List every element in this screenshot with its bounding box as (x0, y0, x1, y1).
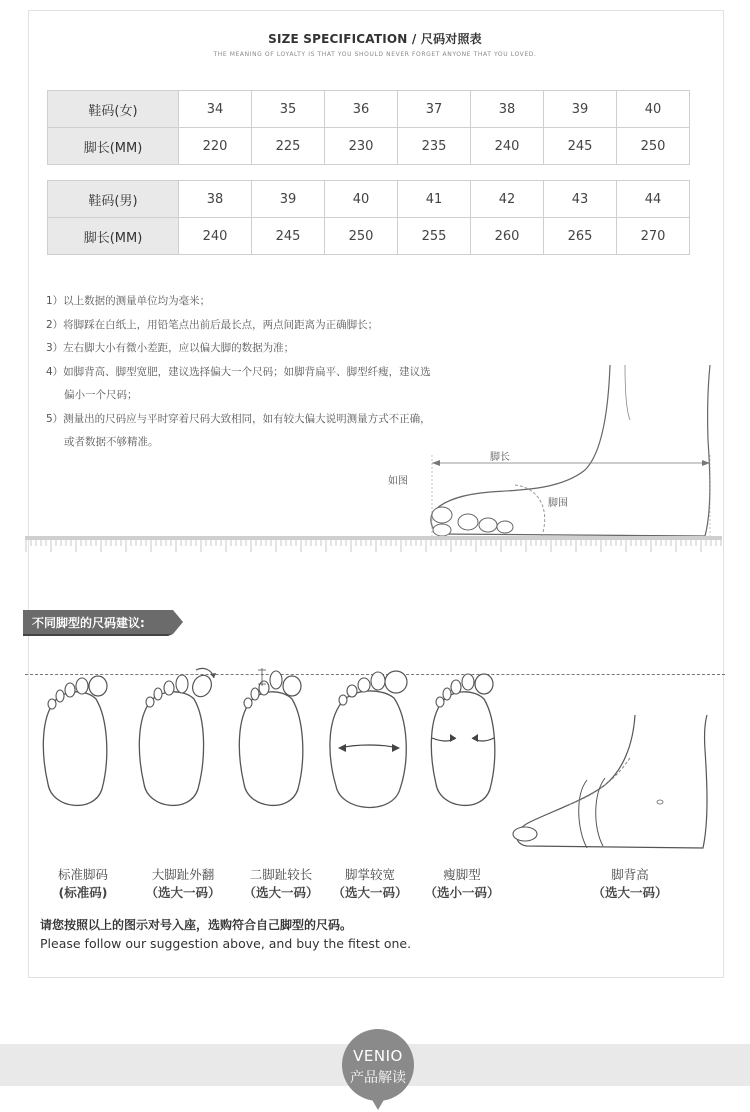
table-cell: 40 (617, 91, 690, 128)
foot-type-name: 二脚趾较长 (249, 867, 313, 882)
foot-type-advice: (标准码) (58, 885, 108, 900)
table-cell: 265 (544, 218, 617, 255)
foot-type-caption (407, 866, 517, 902)
bunion-foot-icon (132, 664, 222, 824)
foot-type-advice: （选大一码） (332, 885, 408, 900)
row-header: 鞋码(女) (48, 91, 179, 128)
high-instep-foot-icon (505, 710, 715, 850)
note-item: 1）以上数据的测量单位均为毫米； (46, 295, 211, 307)
table-row (48, 181, 690, 218)
foot-type-name: 脚背高 (611, 867, 649, 882)
table-cell: 235 (398, 128, 471, 165)
table-cell: 260 (471, 218, 544, 255)
foot-length-diagram (420, 360, 720, 545)
table-row (48, 218, 690, 255)
foot-type-caption (128, 866, 238, 902)
foot-type-name: 脚掌较宽 (344, 867, 395, 882)
page-subtitle: THE MEANING OF LOYALTY IS THAT YOU SHOULD NEVER FORGET ANYONE THAT YOU LOVED. (213, 51, 537, 58)
note-item: 2）将脚踩在白纸上，用铅笔点出前后最长点，两点间距离为正确脚长； (46, 318, 379, 331)
table-cell: 42 (471, 181, 544, 218)
table-cell: 245 (252, 218, 325, 255)
table-cell: 40 (325, 181, 398, 218)
table-cell: 250 (617, 128, 690, 165)
row-header: 脚长(MM) (48, 218, 179, 255)
slim-foot-icon (424, 666, 504, 826)
table-row (48, 128, 690, 165)
note-item: 5）测量出的尺码应与平时穿着尺码大致相同，如有较大偏大说明测量方式不正确， (46, 412, 431, 425)
brand-caption: 产品解读 (350, 1070, 406, 1086)
row-header: 脚长(MM) (48, 128, 179, 165)
measuring-ruler (25, 536, 722, 554)
wide-foot-icon (326, 664, 416, 824)
note-item: 偏小一个尺码； (64, 389, 138, 401)
table-cell: 38 (471, 91, 544, 128)
table-cell: 41 (398, 181, 471, 218)
table-cell: 39 (544, 91, 617, 128)
brand-name: VENIO (353, 1047, 403, 1065)
table-cell: 240 (179, 218, 252, 255)
table-cell: 220 (179, 128, 252, 165)
table-cell: 44 (617, 181, 690, 218)
standard-foot-icon (36, 674, 116, 824)
instruction-cn: 请您按照以上的图示对号入座，选购符合自己脚型的尺码。 (40, 918, 353, 932)
men-size-table (47, 180, 690, 255)
table-cell: 39 (252, 181, 325, 218)
section-banner-text: 不同脚型的尺码建议: (32, 616, 145, 630)
table-cell: 35 (252, 91, 325, 128)
table-cell: 250 (325, 218, 398, 255)
table-cell: 270 (617, 218, 690, 255)
instruction-en: Please follow our suggestion above, and buy the fitest one. (40, 936, 412, 951)
foot-type-advice: （选大一码） (145, 885, 221, 900)
page-title: SIZE SPECIFICATION / 尺码对照表 (268, 32, 482, 46)
table-row (48, 91, 690, 128)
foot-type-caption (575, 866, 685, 902)
table-cell: 240 (471, 128, 544, 165)
table-cell: 225 (252, 128, 325, 165)
foot-girth-label: 脚围 (548, 498, 568, 509)
example-label: 如图 (388, 476, 408, 487)
table-cell: 255 (398, 218, 471, 255)
table-cell: 36 (325, 91, 398, 128)
foot-type-name: 标准脚码 (57, 867, 108, 882)
foot-type-name: 瘦脚型 (443, 867, 481, 882)
foot-length-label: 脚长 (490, 452, 510, 463)
women-size-table (47, 90, 690, 165)
foot-type-advice: （选大一码） (592, 885, 668, 900)
table-cell: 245 (544, 128, 617, 165)
foot-type-advice: （选小一码） (424, 885, 500, 900)
table-cell: 43 (544, 181, 617, 218)
table-cell: 34 (179, 91, 252, 128)
table-cell: 230 (325, 128, 398, 165)
note-item: 或者数据不够精准。 (64, 436, 159, 448)
long-second-toe-foot-icon (232, 666, 312, 826)
table-cell: 38 (179, 181, 252, 218)
row-header: 鞋码(男) (48, 181, 179, 218)
note-item: 4）如脚背高、脚型宽肥，建议选择偏大一个尺码；如脚背扁平、脚型纤瘦，建议选 (46, 365, 431, 378)
foot-type-advice: （选大一码） (243, 885, 319, 900)
foot-type-name: 大脚趾外翻 (151, 867, 215, 882)
foot-type-caption (28, 866, 138, 902)
note-item: 3）左右脚大小有微小差距，应以偏大脚的数据为准； (46, 342, 295, 354)
table-cell: 37 (398, 91, 471, 128)
